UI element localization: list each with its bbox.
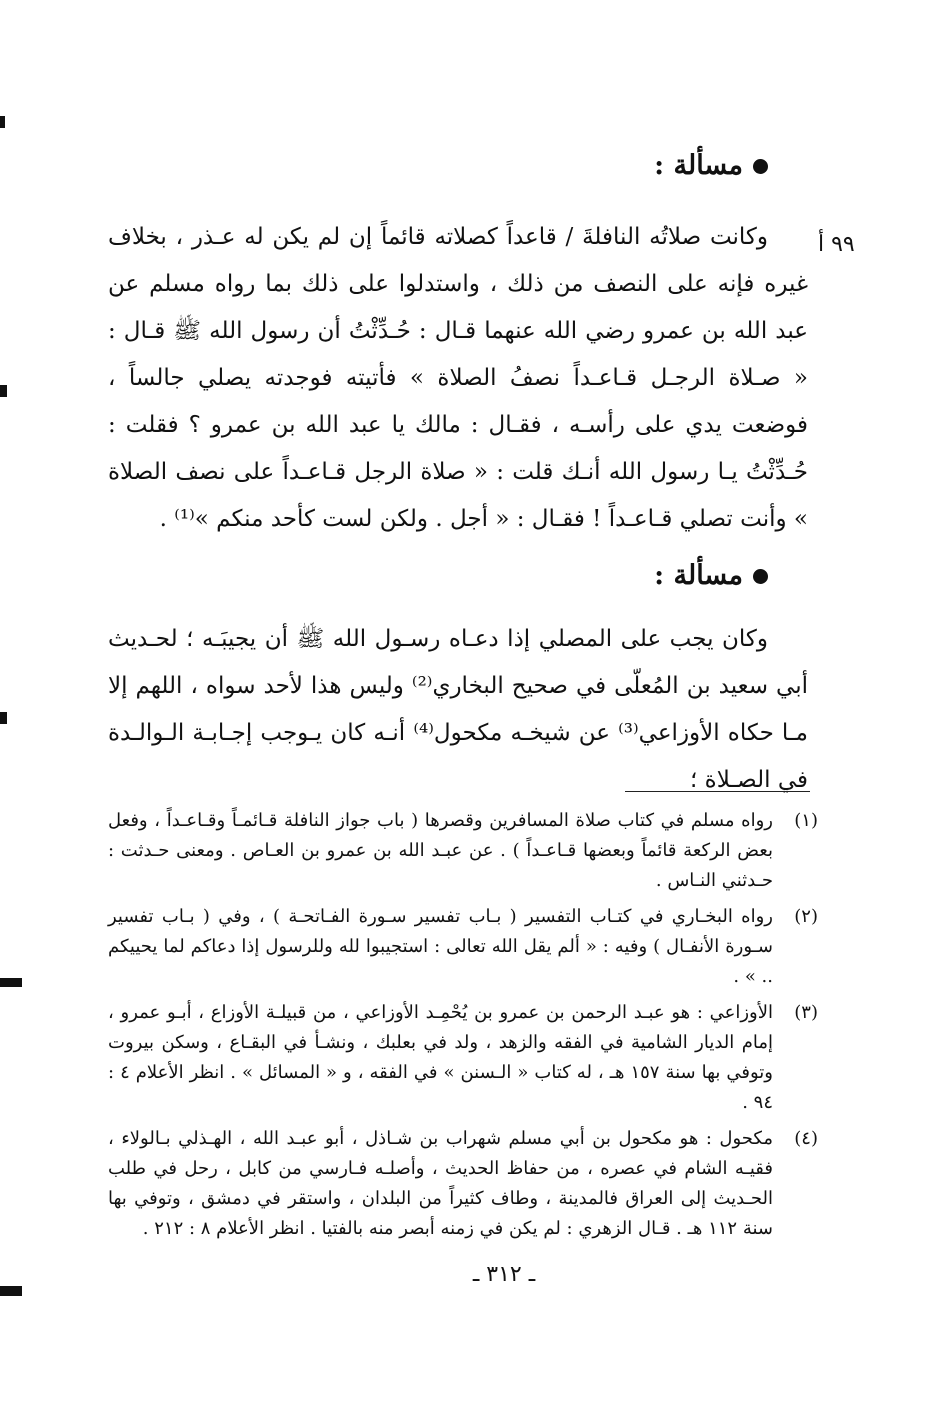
paragraph-text: وكانت صلاتُه النافلةَ / قاعداً كصلاته قائماً إن لم يكن له عـذر ، بخلاف غيره فإنه على النصف من ذلك ، واستدلوا على ذلك بما رواه مسلم عن عبد الله بن عمرو رضي الله عنهما قـال : حُـدِّثْتُ أن رسول الله ﷺ قـال : « صـلاة الرجـل قـاعـداً نصفُ الصلاة » فأتيته فوجدته يصلي جالساً ، فوضعت يدي على رأسـه ، فقـال : مالك يا عبد الله بن عمرو ؟ فقلت : حُـدِّثْتُ يـا رسول الله أنـك قلت : « صلاة الرجل قـاعـداً على نصف الصلاة » وأنت تصلي قـاعـداً ! فقـال : « أجل . ولكن لست كأحد منكم »⁽¹⁾ .	[108, 224, 808, 532]
footnote-number: (١)	[794, 810, 818, 831]
footnote-text: مكحول : هو مكحول بن أبي مسلم شهراب بن شـاذل ، أبو عبـد الله ، الهـذلي بـالولاء ، فقيـه الشام في عصره ، من حفاظ الحديث ، وأصلـه فـارسي من كابل ، رحل في طلب الحـديث إلى العراق فالمدينة ، وطاف كثيراً من البلدان ، واستقر في دمشق ، وتوفي بها سنة ١١٢ هـ . قـال الزهري : لم يكن في زمنه أبصر منه بالفتيا . انظر الأعلام ٨ : ٢١٢ .	[108, 1128, 773, 1239]
footnote	[108, 1124, 818, 1244]
footnote	[108, 806, 818, 896]
footnotes	[108, 806, 818, 1250]
section-heading	[654, 150, 768, 181]
bullet-icon	[753, 159, 768, 174]
binding-mark	[0, 116, 5, 128]
footnote-number: (٢)	[794, 906, 818, 927]
section-heading	[654, 560, 768, 591]
page-number: ـ ٣١٢ ـ	[472, 1262, 536, 1287]
body-paragraph	[108, 214, 808, 543]
footnote-separator	[625, 791, 810, 792]
footnote	[108, 998, 818, 1118]
footnote-number: (٤)	[794, 1128, 818, 1149]
manuscript-folio-reference: ٩٩ أ	[818, 232, 855, 257]
section-heading-text: مسألة :	[654, 560, 743, 591]
paragraph-text: وكان يجب على المصلي إذا دعـاه رسـول الله ﷺ أن يجيبَـه ؛ لحـديث أبي سعيد بن المُعلّى في صحيح البخاري⁽²⁾ وليس هذا لأحد سواه ، اللهم إلا مـا حكاه الأوزاعي⁽³⁾ عن شيخـه مكحول⁽⁴⁾ أنـه كان يـوجب إجـابـة الـوالـدة في الصـلاة ؛	[108, 626, 808, 793]
bullet-icon	[753, 569, 768, 584]
section-heading-text: مسألة :	[654, 150, 743, 181]
binding-mark	[0, 1286, 22, 1296]
footnote	[108, 902, 818, 992]
binding-mark	[0, 978, 22, 987]
body-paragraph	[108, 616, 808, 804]
footnote-text: رواه البخـاري في كتـاب التفسير ( بـاب تفسير سـورة الفـاتحـة ) ، وفي ( بـاب تفسير سـورة الأنفـال ) وفيه : « ألم يقل الله تعالى : استجيبوا لله وللرسول إذا دعاكم لما يحييكم .. » .	[108, 906, 773, 987]
footnote-text: الأوزاعي : هو عبـد الرحمن بن عمرو بن يُحْمِـد الأوزاعي ، من قبيلـة الأوزاع ، أبـو عمرو ، إمام الديار الشامية في الفقه والزهد ، ولد في بعلبك ، ونشـأ في البقـاع ، وسكن بيروت وتوفي بها سنة ١٥٧ هـ ، له كتاب « الـسنن » في الفقه ، و « المسائل » . انظر الأعلام ٤ : ٩٤ .	[108, 1002, 774, 1113]
binding-mark	[0, 385, 7, 397]
binding-mark	[0, 712, 7, 724]
footnote-number: (٣)	[794, 1002, 818, 1023]
footnote-text: رواه مسلم في كتاب صلاة المسافرين وقصرها ( باب جواز النافلة قـائمـاً وقـاعـداً ، وفعل بعض الركعة قائماً وبعضها قـاعـداً ) . عن عبـد الله بن عمرو بن العـاص . ومعنى حـدثت : حـدثني النـاس .	[108, 810, 773, 891]
